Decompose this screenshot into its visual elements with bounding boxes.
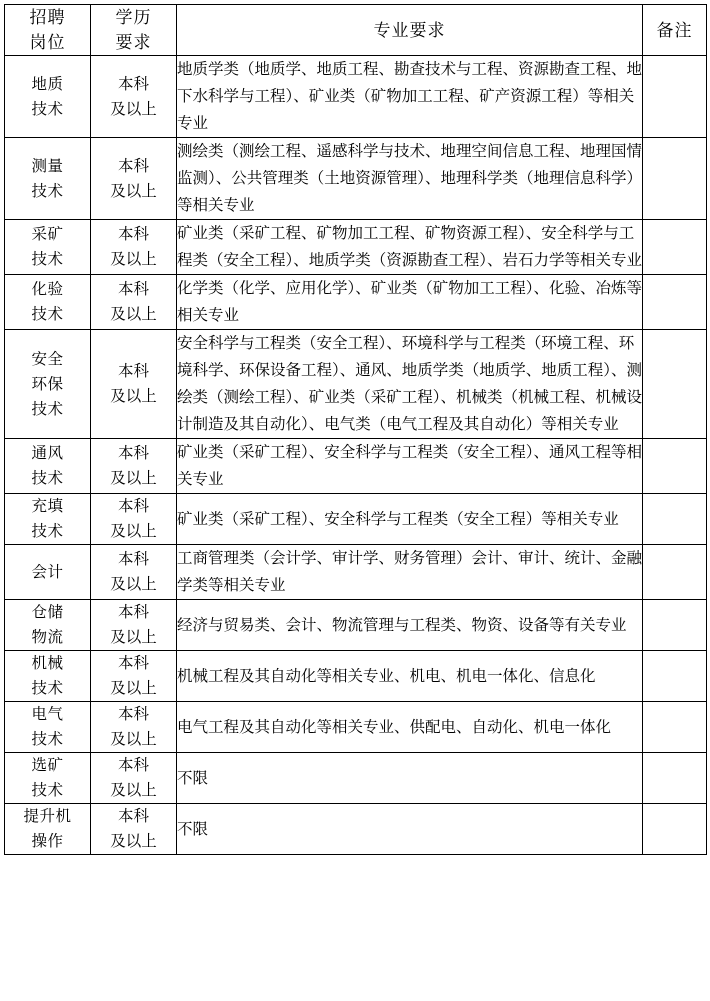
table-row [5,804,707,855]
cell-post: 提升机 操作 [5,804,91,855]
table-row [5,56,707,138]
cell-major: 测绘类（测绘工程、遥感科学与技术、地理空间信息工程、地理国情监测）、公共管理类（土地资源管理）、地理科学类（地理信息科学）等相关专业 [177,138,643,220]
cell-post: 会计 [5,545,91,600]
cell-note [643,651,707,702]
column-header-post-line2: 岗位 [29,33,66,52]
cell-major: 工商管理类（会计学、审计学、财务管理）会计、审计、统计、金融学类等相关专业 [177,545,643,600]
cell-major: 经济与贸易类、会计、物流管理与工程类、物资、设备等有关专业 [177,600,643,651]
column-header-education-line2: 要求 [115,33,152,52]
table-header-row [5,5,707,56]
cell-education: 本科 及以上 [91,804,177,855]
cell-post: 通风 技术 [5,439,91,494]
cell-education: 本科 及以上 [91,753,177,804]
cell-education: 本科 及以上 [91,439,177,494]
table-row [5,702,707,753]
table-row [5,138,707,220]
table-body [5,56,707,855]
cell-note [643,275,707,330]
table-row [5,651,707,702]
cell-post: 充填 技术 [5,494,91,545]
cell-major: 地质学类（地质学、地质工程、勘查技术与工程、资源勘查工程、地下水科学与工程）、矿业类（矿物加工工程、矿产资源工程）等相关专业 [177,56,643,138]
cell-note [643,220,707,275]
cell-education: 本科 及以上 [91,220,177,275]
table-header [5,5,707,56]
cell-major: 矿业类（采矿工程、矿物加工工程、矿物资源工程）、安全科学与工程类（安全工程）、地质学类（资源勘查工程）、岩石力学等相关专业 [177,220,643,275]
table-row [5,439,707,494]
cell-major: 机械工程及其自动化等相关专业、机电、机电一体化、信息化 [177,651,643,702]
table-row [5,330,707,439]
cell-major: 不限 [177,804,643,855]
cell-post: 仓储 物流 [5,600,91,651]
cell-post: 电气 技术 [5,702,91,753]
cell-major: 不限 [177,753,643,804]
cell-major: 安全科学与工程类（安全工程）、环境科学与工程类（环境工程、环境科学、环保设备工程）、通风、地质学类（地质学、地质工程）、测绘类（测绘工程）、矿业类（采矿工程）、机械类（机械工程、机械设计制造及其自动化）、电气类（电气工程及其自动化）等相关专业 [177,330,643,439]
cell-education: 本科 及以上 [91,600,177,651]
table-row [5,600,707,651]
cell-education: 本科 及以上 [91,330,177,439]
cell-education: 本科 及以上 [91,138,177,220]
cell-post: 地质 技术 [5,56,91,138]
table-row [5,494,707,545]
column-header-note: 备注 [643,5,707,56]
column-header-education [91,5,177,56]
cell-note [643,804,707,855]
cell-education: 本科 及以上 [91,494,177,545]
cell-education: 本科 及以上 [91,651,177,702]
cell-note [643,330,707,439]
table-row [5,275,707,330]
cell-post: 采矿 技术 [5,220,91,275]
cell-note [643,439,707,494]
table-row [5,545,707,600]
recruitment-requirements-table [4,4,707,855]
cell-note [643,138,707,220]
cell-education: 本科 及以上 [91,545,177,600]
cell-note [643,753,707,804]
cell-note [643,56,707,138]
column-header-post [5,5,91,56]
cell-education: 本科 及以上 [91,702,177,753]
cell-major: 电气工程及其自动化等相关专业、供配电、自动化、机电一体化 [177,702,643,753]
cell-post: 化验 技术 [5,275,91,330]
column-header-education-line1: 学历 [115,8,152,27]
cell-major: 化学类（化学、应用化学）、矿业类（矿物加工工程）、化验、冶炼等相关专业 [177,275,643,330]
cell-note [643,545,707,600]
cell-note [643,494,707,545]
cell-post: 机械 技术 [5,651,91,702]
cell-post: 选矿 技术 [5,753,91,804]
column-header-major: 专业要求 [177,5,643,56]
cell-major: 矿业类（采矿工程）、安全科学与工程类（安全工程）、通风工程等相关专业 [177,439,643,494]
cell-education: 本科 及以上 [91,56,177,138]
table-row [5,220,707,275]
cell-post: 测量 技术 [5,138,91,220]
cell-education: 本科 及以上 [91,275,177,330]
cell-major: 矿业类（采矿工程）、安全科学与工程类（安全工程）等相关专业 [177,494,643,545]
column-header-post-line1: 招聘 [29,8,66,27]
cell-note [643,702,707,753]
table-row [5,753,707,804]
cell-note [643,600,707,651]
cell-post: 安全 环保 技术 [5,330,91,439]
